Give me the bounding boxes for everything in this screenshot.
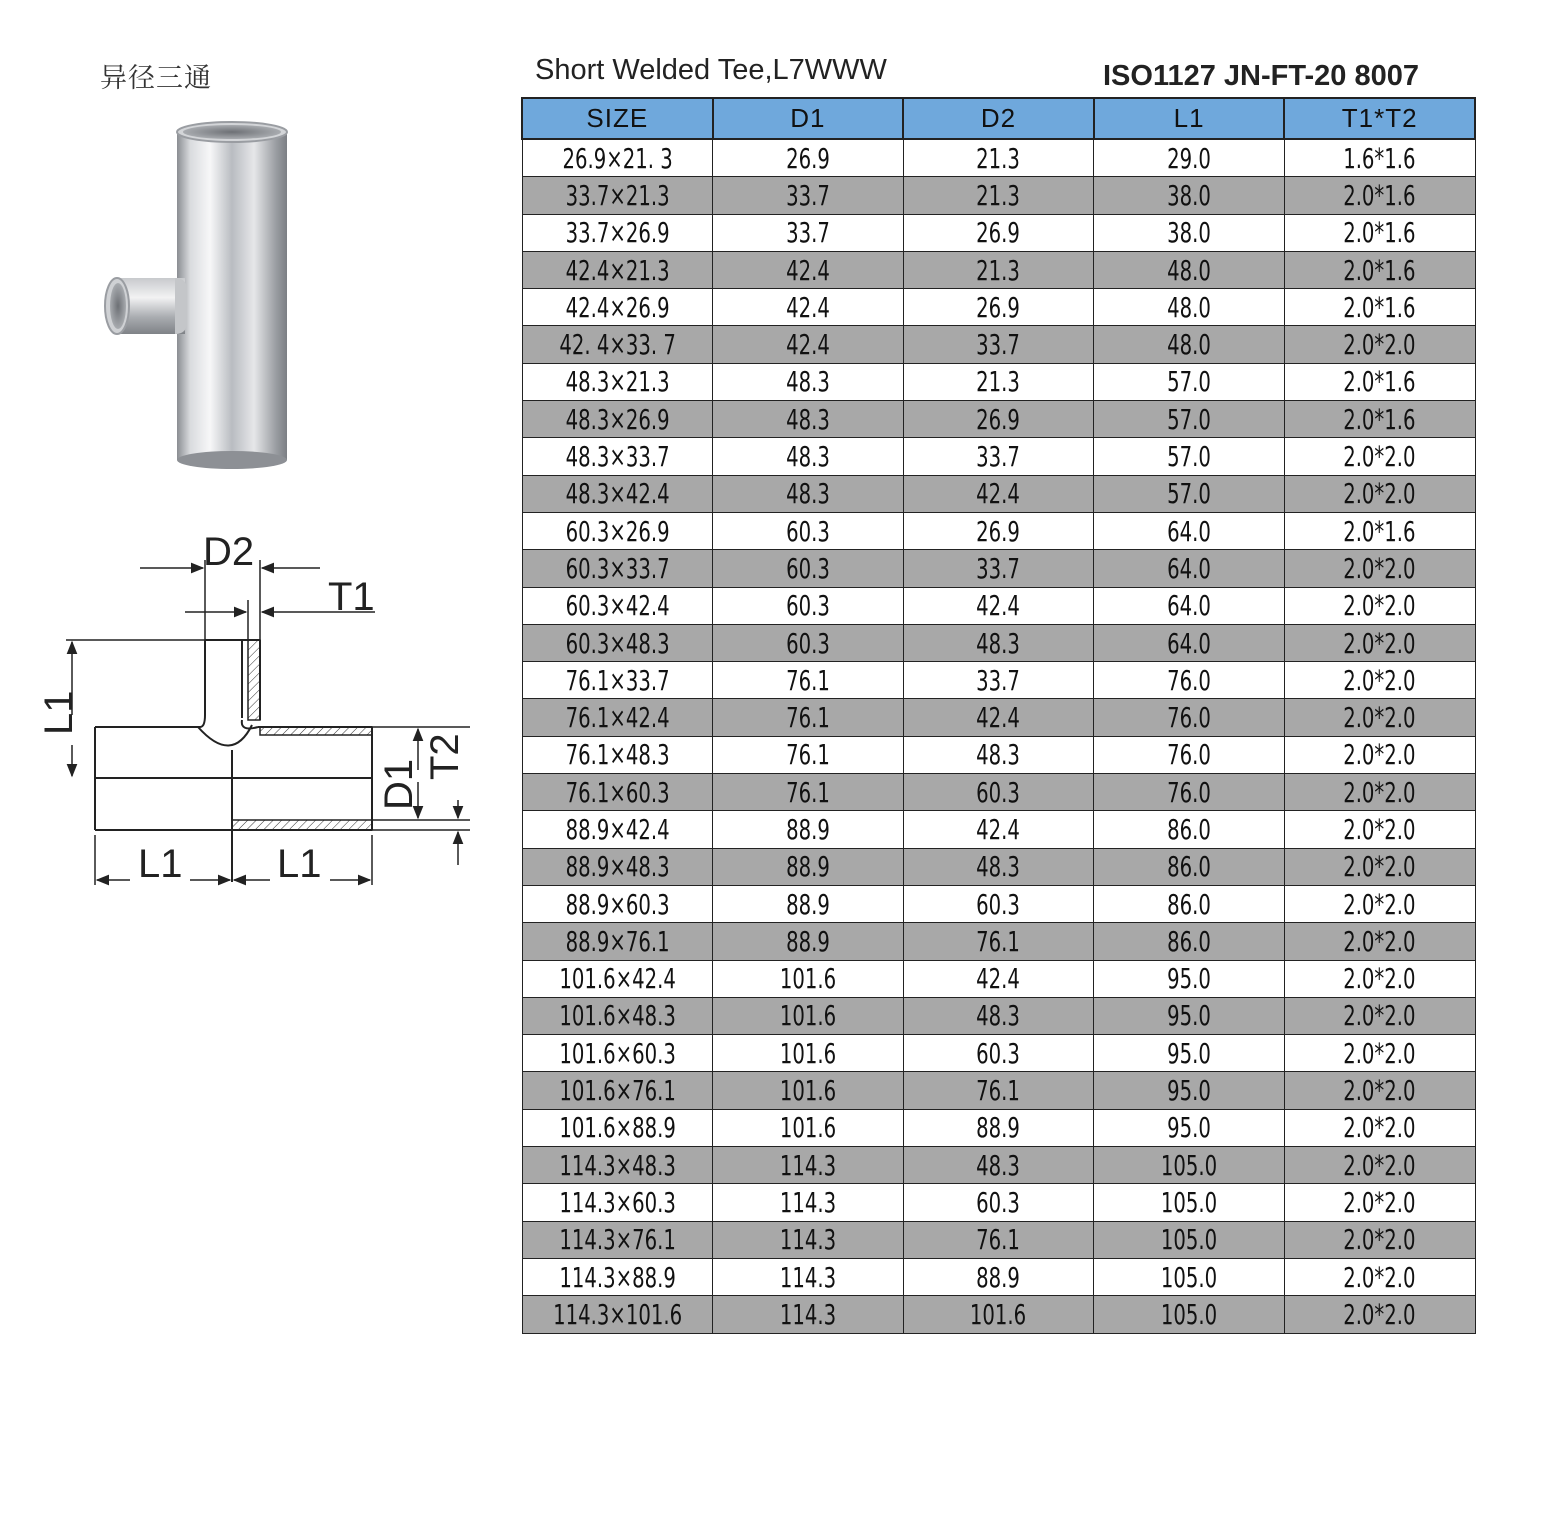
cell-t1t2: 2.0*2.0 [1284, 960, 1475, 997]
cell-d2: 60.3 [903, 1035, 1094, 1072]
cell-size: 76.1×60.3 [522, 774, 713, 811]
table-row [522, 251, 1475, 288]
cell-size: 48.3×21.3 [522, 363, 713, 400]
cell-d1: 76.1 [713, 662, 904, 699]
cell-d2: 33.7 [903, 438, 1094, 475]
cell-t1t2: 2.0*1.6 [1284, 512, 1475, 549]
table-row [522, 289, 1475, 326]
cell-d1: 60.3 [713, 587, 904, 624]
label-l1-vertical: L1 [37, 690, 81, 735]
cell-t1t2: 2.0*2.0 [1284, 774, 1475, 811]
cell-t1t2: 2.0*2.0 [1284, 438, 1475, 475]
table-row [522, 177, 1475, 214]
cell-t1t2: 2.0*2.0 [1284, 997, 1475, 1034]
col-header-l1: L1 [1094, 98, 1285, 139]
col-header-size: SIZE [522, 98, 713, 139]
cell-size: 33.7×26.9 [522, 214, 713, 251]
cell-size: 76.1×48.3 [522, 736, 713, 773]
cell-size: 48.3×26.9 [522, 401, 713, 438]
cell-size: 114.3×60.3 [522, 1184, 713, 1221]
cell-l1: 57.0 [1094, 475, 1285, 512]
label-l1-right: L1 [277, 842, 322, 886]
label-d1: D1 [377, 758, 421, 810]
cell-d1: 33.7 [713, 177, 904, 214]
cell-t1t2: 2.0*2.0 [1284, 1221, 1475, 1258]
cell-d1: 60.3 [713, 550, 904, 587]
cell-d1: 26.9 [713, 139, 904, 177]
cell-d2: 88.9 [903, 1258, 1094, 1295]
cell-t1t2: 2.0*1.6 [1284, 251, 1475, 288]
table-row [522, 475, 1475, 512]
tee-product-photo [95, 118, 305, 473]
cell-l1: 105.0 [1094, 1147, 1285, 1184]
cell-size: 88.9×42.4 [522, 811, 713, 848]
cell-d1: 48.3 [713, 438, 904, 475]
cell-d1: 88.9 [713, 848, 904, 885]
cell-d1: 101.6 [713, 960, 904, 997]
cell-size: 76.1×33.7 [522, 662, 713, 699]
cell-d2: 26.9 [903, 214, 1094, 251]
cell-d1: 33.7 [713, 214, 904, 251]
table-header-row [522, 98, 1475, 139]
table-row [522, 662, 1475, 699]
col-header-d2: D2 [903, 98, 1094, 139]
table-body [522, 139, 1475, 1333]
cell-l1: 105.0 [1094, 1258, 1285, 1295]
cell-l1: 95.0 [1094, 1109, 1285, 1146]
cell-size: 42. 4×33. 7 [522, 326, 713, 363]
cell-t1t2: 2.0*2.0 [1284, 923, 1475, 960]
cell-t1t2: 2.0*1.6 [1284, 363, 1475, 400]
table-row [522, 139, 1475, 177]
cell-d2: 101.6 [903, 1296, 1094, 1333]
cell-d2: 21.3 [903, 363, 1094, 400]
table-row [522, 1184, 1475, 1221]
col-header-t1t2: T1*T2 [1284, 98, 1475, 139]
cell-l1: 48.0 [1094, 326, 1285, 363]
cell-t1t2: 1.6*1.6 [1284, 139, 1475, 177]
cell-d1: 88.9 [713, 811, 904, 848]
cell-d1: 114.3 [713, 1147, 904, 1184]
cell-l1: 86.0 [1094, 885, 1285, 922]
table-row [522, 774, 1475, 811]
cell-l1: 64.0 [1094, 624, 1285, 661]
label-d2: D2 [203, 530, 255, 574]
cell-l1: 95.0 [1094, 1035, 1285, 1072]
cell-d2: 33.7 [903, 550, 1094, 587]
cell-l1: 38.0 [1094, 177, 1285, 214]
col-header-d1: D1 [713, 98, 904, 139]
cell-d2: 21.3 [903, 139, 1094, 177]
cell-d1: 88.9 [713, 885, 904, 922]
cell-l1: 64.0 [1094, 550, 1285, 587]
table-row [522, 699, 1475, 736]
cell-t1t2: 2.0*2.0 [1284, 1072, 1475, 1109]
table-row [522, 587, 1475, 624]
cell-size: 101.6×76.1 [522, 1072, 713, 1109]
cell-size: 101.6×60.3 [522, 1035, 713, 1072]
cell-d2: 42.4 [903, 960, 1094, 997]
cell-size: 114.3×88.9 [522, 1258, 713, 1295]
cell-size: 88.9×60.3 [522, 885, 713, 922]
cell-d1: 88.9 [713, 923, 904, 960]
cell-t1t2: 2.0*2.0 [1284, 1184, 1475, 1221]
cell-t1t2: 2.0*2.0 [1284, 550, 1475, 587]
table-row [522, 1221, 1475, 1258]
cell-d1: 114.3 [713, 1221, 904, 1258]
cell-l1: 95.0 [1094, 960, 1285, 997]
table-row [522, 1258, 1475, 1295]
cell-size: 60.3×42.4 [522, 587, 713, 624]
cell-size: 60.3×33.7 [522, 550, 713, 587]
cell-t1t2: 2.0*2.0 [1284, 475, 1475, 512]
cell-d2: 48.3 [903, 624, 1094, 661]
cell-d2: 60.3 [903, 885, 1094, 922]
cell-l1: 76.0 [1094, 774, 1285, 811]
dimension-table [521, 97, 1476, 1334]
cell-t1t2: 2.0*2.0 [1284, 624, 1475, 661]
table-row [522, 1296, 1475, 1333]
cell-d2: 21.3 [903, 177, 1094, 214]
cell-size: 48.3×33.7 [522, 438, 713, 475]
cell-l1: 95.0 [1094, 1072, 1285, 1109]
cell-d1: 114.3 [713, 1296, 904, 1333]
cell-l1: 57.0 [1094, 363, 1285, 400]
table-row [522, 848, 1475, 885]
cell-d2: 48.3 [903, 997, 1094, 1034]
table-row [522, 438, 1475, 475]
cell-t1t2: 2.0*2.0 [1284, 699, 1475, 736]
standard-code: ISO1127 JN-FT-20 8007 [1103, 60, 1419, 92]
cell-d1: 42.4 [713, 251, 904, 288]
cell-size: 42.4×26.9 [522, 289, 713, 326]
cell-t1t2: 2.0*2.0 [1284, 1109, 1475, 1146]
product-title: Short Welded Tee,L7WWW [535, 54, 887, 86]
cell-d1: 60.3 [713, 512, 904, 549]
cell-t1t2: 2.0*2.0 [1284, 1296, 1475, 1333]
table-row [522, 550, 1475, 587]
cell-l1: 64.0 [1094, 587, 1285, 624]
cell-d2: 76.1 [903, 1072, 1094, 1109]
table-row [522, 960, 1475, 997]
cell-l1: 29.0 [1094, 139, 1285, 177]
cell-d1: 48.3 [713, 363, 904, 400]
cell-l1: 105.0 [1094, 1296, 1285, 1333]
table-row [522, 997, 1475, 1034]
cell-d2: 48.3 [903, 848, 1094, 885]
cell-size: 26.9×21. 3 [522, 139, 713, 177]
cell-t1t2: 2.0*2.0 [1284, 1147, 1475, 1184]
cell-size: 33.7×21.3 [522, 177, 713, 214]
cell-t1t2: 2.0*2.0 [1284, 885, 1475, 922]
cell-d1: 101.6 [713, 1109, 904, 1146]
cell-t1t2: 2.0*2.0 [1284, 662, 1475, 699]
table-row [522, 1147, 1475, 1184]
label-t1: T1 [328, 575, 375, 619]
cell-d2: 60.3 [903, 1184, 1094, 1221]
cell-t1t2: 2.0*1.6 [1284, 214, 1475, 251]
table-row [522, 1072, 1475, 1109]
cell-t1t2: 2.0*2.0 [1284, 326, 1475, 363]
cell-d1: 42.4 [713, 326, 904, 363]
table-row [522, 736, 1475, 773]
cell-t1t2: 2.0*2.0 [1284, 587, 1475, 624]
table-row [522, 811, 1475, 848]
cell-d2: 42.4 [903, 699, 1094, 736]
table-row [522, 401, 1475, 438]
cell-d2: 33.7 [903, 326, 1094, 363]
cell-d2: 76.1 [903, 923, 1094, 960]
cell-l1: 76.0 [1094, 662, 1285, 699]
cell-size: 76.1×42.4 [522, 699, 713, 736]
tee-dimension-drawing [30, 520, 470, 900]
cell-l1: 86.0 [1094, 848, 1285, 885]
cell-d1: 76.1 [713, 699, 904, 736]
table-row [522, 512, 1475, 549]
cell-size: 114.3×101.6 [522, 1296, 713, 1333]
cell-d1: 76.1 [713, 736, 904, 773]
cell-t1t2: 2.0*2.0 [1284, 1035, 1475, 1072]
table-row [522, 1109, 1475, 1146]
cell-t1t2: 2.0*2.0 [1284, 811, 1475, 848]
table-row [522, 326, 1475, 363]
cell-d1: 101.6 [713, 997, 904, 1034]
cell-d1: 114.3 [713, 1258, 904, 1295]
cell-t1t2: 2.0*2.0 [1284, 848, 1475, 885]
table-row [522, 885, 1475, 922]
cell-d2: 42.4 [903, 587, 1094, 624]
cell-t1t2: 2.0*2.0 [1284, 1258, 1475, 1295]
cell-l1: 48.0 [1094, 251, 1285, 288]
cell-d2: 48.3 [903, 1147, 1094, 1184]
cell-d1: 101.6 [713, 1072, 904, 1109]
cell-d2: 42.4 [903, 475, 1094, 512]
cell-l1: 105.0 [1094, 1221, 1285, 1258]
cell-size: 60.3×48.3 [522, 624, 713, 661]
table-row [522, 214, 1475, 251]
table-row [522, 624, 1475, 661]
cell-l1: 86.0 [1094, 923, 1285, 960]
label-t2: T2 [423, 733, 467, 780]
cell-t1t2: 2.0*2.0 [1284, 736, 1475, 773]
cell-d2: 26.9 [903, 289, 1094, 326]
cell-d1: 114.3 [713, 1184, 904, 1221]
cell-t1t2: 2.0*1.6 [1284, 289, 1475, 326]
cell-l1: 105.0 [1094, 1184, 1285, 1221]
cell-d2: 26.9 [903, 512, 1094, 549]
cell-d1: 101.6 [713, 1035, 904, 1072]
cell-d1: 60.3 [713, 624, 904, 661]
cell-size: 60.3×26.9 [522, 512, 713, 549]
cell-d2: 42.4 [903, 811, 1094, 848]
cell-d2: 33.7 [903, 662, 1094, 699]
cell-l1: 57.0 [1094, 438, 1285, 475]
cell-size: 114.3×76.1 [522, 1221, 713, 1258]
cell-size: 48.3×42.4 [522, 475, 713, 512]
cell-t1t2: 2.0*1.6 [1284, 177, 1475, 214]
cell-d2: 21.3 [903, 251, 1094, 288]
cell-d2: 60.3 [903, 774, 1094, 811]
cell-d2: 88.9 [903, 1109, 1094, 1146]
cell-l1: 57.0 [1094, 401, 1285, 438]
cell-d1: 42.4 [713, 289, 904, 326]
cell-l1: 76.0 [1094, 736, 1285, 773]
cell-d1: 48.3 [713, 475, 904, 512]
cell-d1: 48.3 [713, 401, 904, 438]
cell-size: 101.6×88.9 [522, 1109, 713, 1146]
table-row [522, 363, 1475, 400]
cell-l1: 86.0 [1094, 811, 1285, 848]
table-row [522, 923, 1475, 960]
cell-d2: 26.9 [903, 401, 1094, 438]
cell-size: 101.6×48.3 [522, 997, 713, 1034]
table-row [522, 1035, 1475, 1072]
cell-size: 101.6×42.4 [522, 960, 713, 997]
cell-t1t2: 2.0*1.6 [1284, 401, 1475, 438]
cell-l1: 38.0 [1094, 214, 1285, 251]
cell-l1: 76.0 [1094, 699, 1285, 736]
cell-size: 42.4×21.3 [522, 251, 713, 288]
cell-l1: 64.0 [1094, 512, 1285, 549]
cell-d1: 76.1 [713, 774, 904, 811]
cell-l1: 48.0 [1094, 289, 1285, 326]
cell-d2: 76.1 [903, 1221, 1094, 1258]
chinese-title: 异径三通 [100, 63, 212, 94]
cell-l1: 95.0 [1094, 997, 1285, 1034]
label-l1-left: L1 [138, 842, 183, 886]
cell-size: 88.9×48.3 [522, 848, 713, 885]
cell-size: 88.9×76.1 [522, 923, 713, 960]
cell-d2: 48.3 [903, 736, 1094, 773]
cell-size: 114.3×48.3 [522, 1147, 713, 1184]
